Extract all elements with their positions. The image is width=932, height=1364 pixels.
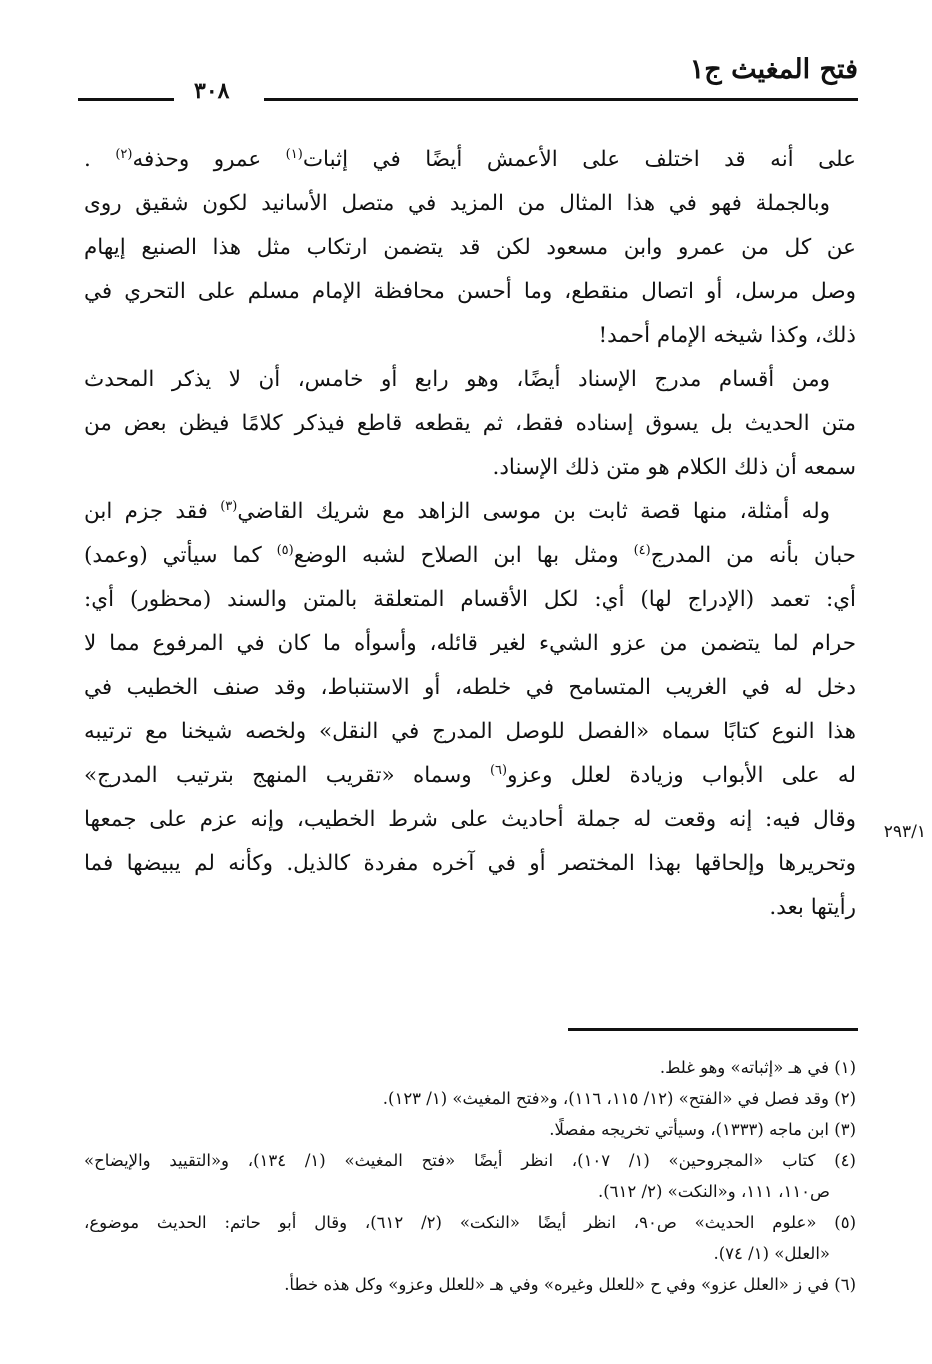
- footnote-marker: (٦): [489, 763, 508, 778]
- text-line: دخل له في الغريب المتسامح في خلطه، أو الاستنباط، وقد صنف الخطيب في: [84, 675, 856, 700]
- footnote-marker: (٢): [115, 147, 133, 162]
- footnote: (٣) ابن ماجه (١٣٣٣)، وسيأتي تخريجه مفصلًا.: [549, 1120, 856, 1139]
- text-line: أي: تعمد (الإدراج لها) أي: لكل الأقسام المتعلقة بالمتن والسند (محظور) أي:: [84, 587, 856, 612]
- text-line: هذا النوع كتابًا سماه «الفصل للوصل المدرج في النقل» ولخصه شيخنا مع ترتيبه: [84, 719, 856, 744]
- text-line: رأيتها بعد.: [769, 895, 856, 920]
- footnotes: [84, 1052, 856, 1300]
- margin-reference: ٢٩٣/١: [883, 822, 926, 842]
- footnote: (٦) في ز «العلل عزو» وفي ح «للعلل وغيره» وفي هـ «للعلل وعزو» وكل هذه خطأ.: [284, 1275, 856, 1294]
- page-header: [78, 50, 858, 110]
- main-text: [84, 138, 856, 930]
- text-line: حبان بأنه من المدرج$^{(٤)}$ ومثل بها ابن الصلاح لشبه الوضع$^{(٥)}$ كما سيأتي (وعمد): [84, 543, 856, 568]
- running-title: فتح المغيث ج١: [689, 54, 858, 85]
- text-line: حرام لما يتضمن من عزو الشيء لغير قائله، وأسوأه ما كان في المرفوع مما لا: [84, 631, 856, 656]
- footnote: (٤) كتاب «المجروحين» (١/ ١٠٧)، انظر أيضًا «فتح المغيث» (١/ ١٣٤)، و«التقييد والإيضاح»: [84, 1151, 856, 1170]
- text-line: على أنه قد اختلف على الأعمش أيضًا في إثبات$^{(١)}$ عمرو وحذفه$^{(٢)}$ .: [84, 147, 856, 172]
- footnote: (١) في هـ «إثباته» وهو غلط.: [659, 1058, 856, 1077]
- text-line: عن كل من عمرو وابن مسعود لكن قد يتضمن ارتكاب مثل هذا الصنيع إيهام: [84, 235, 856, 260]
- footnote: (٢) وقد فصل في «الفتح» (١٢/ ١١٥، ١١٦)، و«فتح المغيث» (١/ ١٢٣).: [382, 1089, 856, 1108]
- text-line: وله أمثلة، منها قصة ثابت بن موسى الزاهد مع شريك القاضي$^{(٣)}$ فقد جزم ابن: [84, 499, 831, 524]
- footnote-continuation: «العلل» (١/ ٧٤).: [713, 1244, 830, 1263]
- footnote-continuation: ص١١٠، ١١١، و«النكت» (٢/ ٦١٢).: [597, 1182, 830, 1201]
- text-line: متن الحديث بل يسوق إسناده فقط، ثم يقطعه قاطع فيذكر كلامًا فيظن بعض من: [84, 411, 856, 436]
- footnote-separator: [568, 1028, 858, 1031]
- footnote-marker: (٣): [220, 499, 238, 514]
- text-line: وقال فيه: إنه وقعت له جملة أحاديث على شرط الخطيب، وإنه عزم على جمعها: [84, 807, 856, 832]
- footnote: (٥) «علوم الحديث» ص٩٠، انظر أيضًا «النكت» (٢/ ٦١٢)، وقال أبو حاتم: الحديث موضوع،: [84, 1213, 856, 1232]
- text-line: ذلك، وكذا شيخه الإمام أحمد!: [598, 323, 856, 348]
- footnote-marker: (٤): [633, 543, 651, 558]
- text-line: له على الأبواب وزيادة لعلل وعزو$^{(٦)}$ وسماه «تقريب المنهج بترتيب المدرج»: [84, 763, 856, 788]
- text-line: سمعه أن ذلك الكلام هو متن ذلك الإسناد.: [492, 455, 856, 480]
- footnote-marker: (٥): [276, 543, 294, 558]
- text-line: ومن أقسام مدرج الإسناد أيضًا، وهو رابع أو خامس، أن لا يذكر المحدث: [84, 367, 830, 392]
- text-line: وصل مرسل، أو اتصال منقطع، وما أحسن محافظة الإمام مسلم على التحري في: [84, 279, 856, 304]
- page-number: ٣٠٨: [188, 78, 235, 104]
- text-line: وبالجملة فهو في هذا المثال من المزيد في متصل الأسانيد لكون شقيق روى: [84, 191, 830, 216]
- text-line: وتحريرها وإلحاقها بهذا المختصر أو في آخره مفردة كالذيل. وكأنه لم يبيضها فما: [84, 851, 856, 876]
- footnote-marker: (١): [285, 147, 303, 162]
